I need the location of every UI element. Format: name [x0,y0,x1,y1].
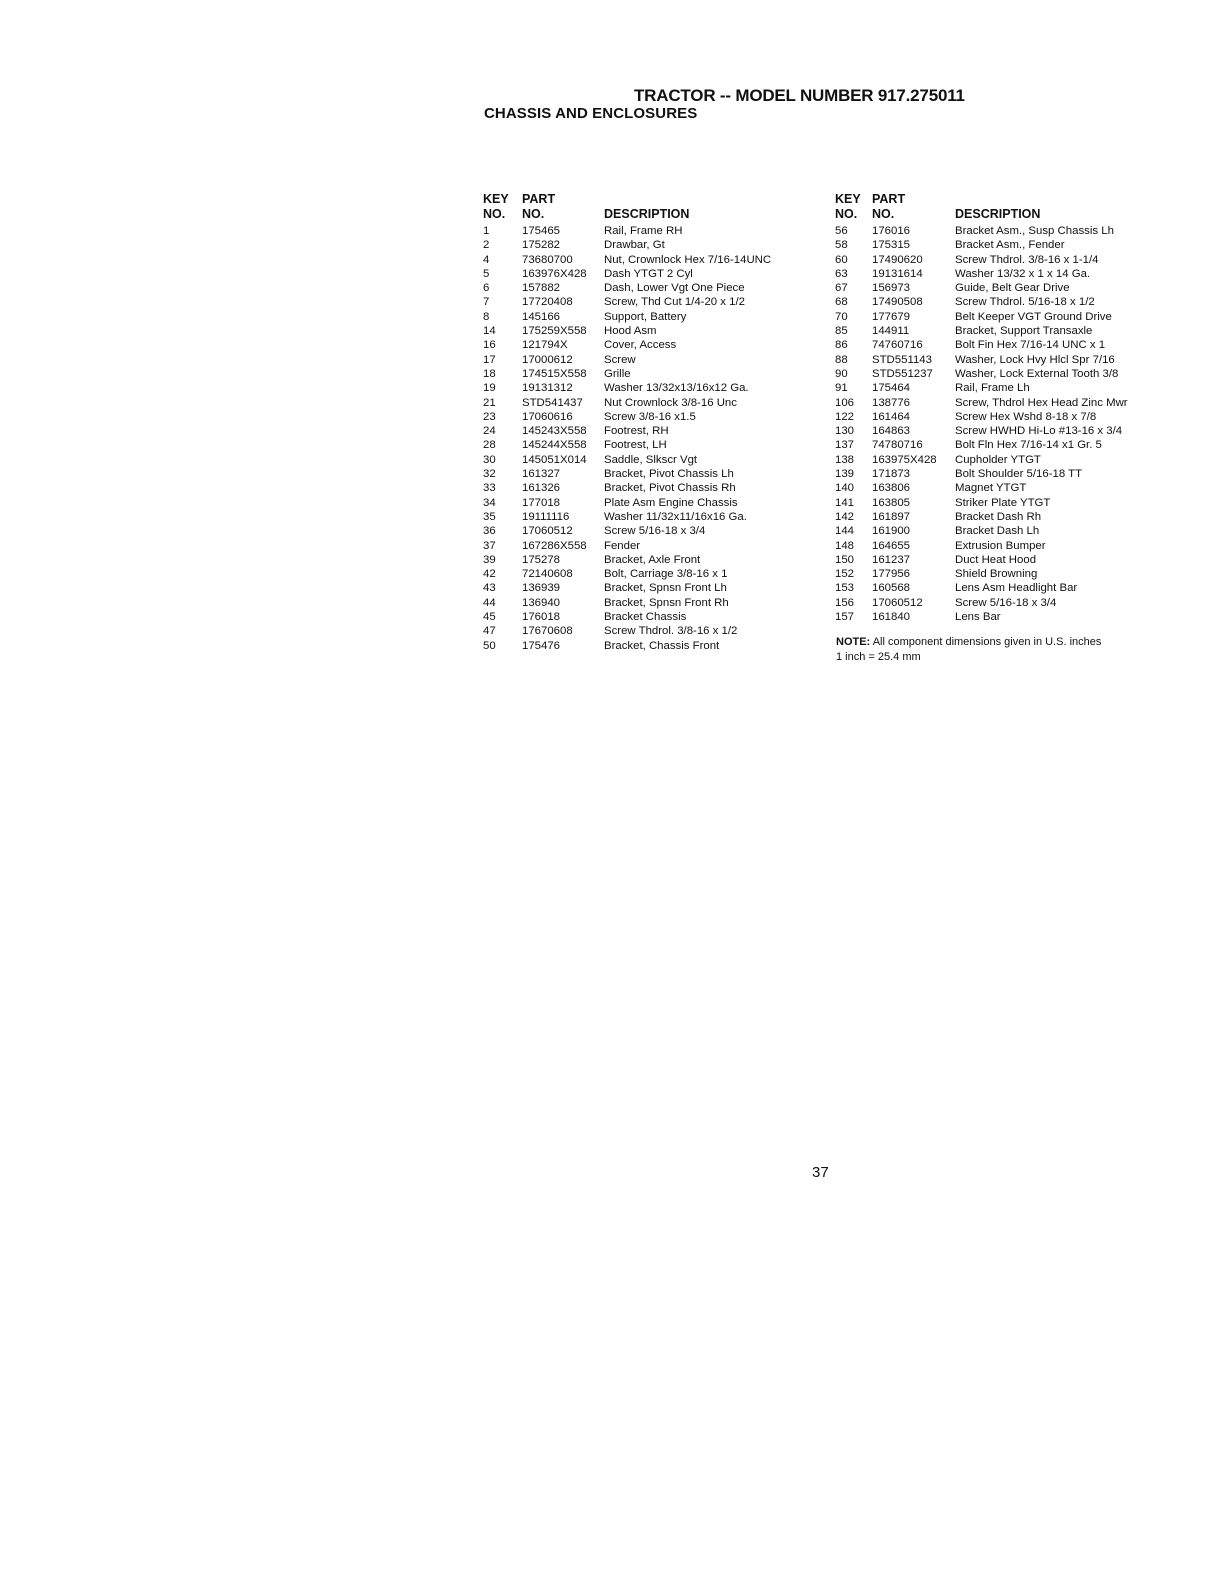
section-title: CHASSIS AND ENCLOSURES [484,105,698,122]
description-cell: Bracket Asm., Fender [955,239,1065,252]
table-row [835,510,1128,524]
table-row [483,610,771,624]
key-no-cell: 88 [835,353,848,366]
part-no-cell: STD551143 [872,353,932,366]
part-no-cell: 176018 [522,611,561,624]
column-header-key: KEY [835,192,861,206]
column-header-blank [604,192,771,207]
description-cell: Bolt Fin Hex 7/16-14 UNC x 1 [955,339,1106,352]
key-no-cell: 45 [483,611,496,624]
key-no-cell: 122 [835,410,855,423]
key-no-cell: 152 [835,568,855,581]
key-no-cell: 140 [835,482,855,495]
part-no-cell: 175315 [872,239,911,252]
key-no-cell: 141 [835,496,855,509]
key-no-cell: 142 [835,510,855,523]
part-no-cell: 145051X014 [522,453,587,466]
table-row [483,238,771,252]
key-no-cell: 16 [483,339,496,352]
part-no-cell: 19131614 [872,267,923,280]
table-row [483,396,771,410]
part-no-cell: 145243X558 [522,425,587,438]
description-cell: Screw Thdrol. 5/16-18 x 1/2 [955,296,1095,309]
key-no-cell: 23 [483,410,496,423]
description-cell: Rail, Frame Lh [955,382,1030,395]
description-cell: Screw [604,353,636,366]
column-header-key-no: NO. [835,207,858,221]
key-no-cell: 70 [835,310,848,323]
part-no-cell: 17060512 [872,596,923,609]
description-cell: Striker Plate YTGT [955,496,1051,509]
part-no-cell: 175259X558 [522,325,587,338]
key-no-cell: 63 [835,267,848,280]
part-no-cell: 156973 [872,282,911,295]
part-no-cell: 175465 [522,225,561,237]
description-cell: Screw 5/16-18 x 3/4 [955,596,1057,609]
part-no-cell: 161897 [872,510,911,523]
dimensions-note [836,635,1166,665]
table-row [483,524,771,538]
key-no-cell: 139 [835,468,855,481]
table-row [835,453,1128,467]
description-cell: Duct Heat Hood [955,553,1037,566]
table-row [483,353,771,367]
key-no-cell: 24 [483,425,496,438]
table-row [483,567,771,581]
part-no-cell: 175464 [872,382,911,395]
table-row [835,281,1128,295]
part-no-cell: 161326 [522,482,561,495]
part-no-cell: 175476 [522,639,561,652]
description-cell: Nut Crownlock 3/8-16 Unc [604,396,737,409]
table-row [483,410,771,424]
key-no-cell: 35 [483,510,496,523]
description-cell: Dash YTGT 2 Cyl [604,267,693,280]
part-no-cell: 175278 [522,553,561,566]
parts-list-left [483,224,771,653]
part-no-cell: 74780716 [872,439,923,452]
part-no-cell: 145244X558 [522,439,587,452]
key-no-cell: 60 [835,253,848,266]
description-cell: Nut, Crownlock Hex 7/16-14UNC [604,253,772,266]
key-no-cell: 18 [483,367,496,380]
part-no-cell: 176016 [872,225,911,237]
table-row [483,624,771,638]
key-no-cell: 30 [483,453,496,466]
description-cell: Guide, Belt Gear Drive [955,282,1070,295]
table-row [835,424,1128,438]
note-text: All component dimensions given in U.S. inches [872,636,1102,648]
description-cell: Footrest, RH [604,425,669,438]
key-no-cell: 1 [483,225,490,237]
description-cell: Bracket, Axle Front [604,553,701,566]
key-no-cell: 138 [835,453,855,466]
part-no-cell: 17670608 [522,625,573,638]
description-cell: Bracket, Pivot Chassis Lh [604,468,734,481]
column-header-part-no: NO. [872,207,895,221]
part-no-cell: 145166 [522,310,561,323]
description-cell: Screw Thdrol. 3/8-16 x 1/2 [604,625,738,638]
part-no-cell: 138776 [872,396,911,409]
description-cell: Bolt, Carriage 3/8-16 x 1 [604,568,728,581]
key-no-cell: 50 [483,639,496,652]
key-no-cell: 19 [483,382,496,395]
table-row [483,438,771,452]
table-row [835,567,1128,581]
table-row [835,310,1128,324]
key-no-cell: 130 [835,425,855,438]
part-no-cell: 72140608 [522,568,573,581]
part-no-cell: 163975X428 [872,453,937,466]
note-conversion: 1 inch = 25.4 mm [836,651,921,663]
key-no-cell: 90 [835,367,848,380]
description-cell: Screw, Thdrol Hex Head Zinc Mwr [955,396,1128,409]
key-no-cell: 68 [835,296,848,309]
part-no-cell: 177956 [872,568,911,581]
part-no-cell: 136939 [522,582,561,595]
table-row [483,553,771,567]
part-no-cell: 121794X [522,339,568,352]
key-no-cell: 86 [835,339,848,352]
part-no-cell: 17490508 [872,296,923,309]
key-no-cell: 34 [483,496,496,509]
table-row [483,253,771,267]
table-row [835,238,1128,252]
key-no-cell: 150 [835,553,855,566]
table-row [835,481,1128,495]
table-row [835,524,1128,538]
description-cell: Bolt Shoulder 5/16-18 TT [955,468,1083,481]
description-cell: Extrusion Bumper [955,539,1046,552]
table-row [835,467,1128,481]
description-cell: Washer, Lock External Tooth 3/8 [955,367,1119,380]
key-no-cell: 58 [835,239,848,252]
note-line [836,635,1166,650]
key-no-cell: 137 [835,439,855,452]
key-no-cell: 5 [483,267,490,280]
column-header-part-no: NO. [522,207,545,221]
table-row [835,267,1128,281]
table-row [483,310,771,324]
key-no-cell: 39 [483,553,496,566]
key-no-cell: 91 [835,382,848,395]
part-no-cell: 177679 [872,310,911,323]
description-cell: Screw, Thd Cut 1/4-20 x 1/2 [604,296,745,309]
description-cell: Bracket, Pivot Chassis Rh [604,482,736,495]
part-no-cell: 167286X558 [522,539,587,552]
key-no-cell: 6 [483,282,490,295]
description-cell: Footrest, LH [604,439,667,452]
key-no-cell: 85 [835,325,848,338]
table-row [835,353,1128,367]
parts-table-right [835,192,1128,624]
table-row [835,438,1128,452]
part-no-cell: 177018 [522,496,561,509]
part-no-cell: 19111116 [522,510,570,523]
key-no-cell: 2 [483,239,490,252]
key-no-cell: 8 [483,310,490,323]
part-no-cell: 163976X428 [522,267,587,280]
table-row [835,496,1128,510]
table-row [483,496,771,510]
table-row [483,581,771,595]
key-no-cell: 156 [835,596,855,609]
description-cell: Washer 11/32x11/16x16 Ga. [604,510,747,523]
key-no-cell: 47 [483,625,496,638]
description-cell: Magnet YTGT [955,482,1027,495]
table-row [483,467,771,481]
part-no-cell: 17060512 [522,525,573,538]
key-no-cell: 153 [835,582,855,595]
part-no-cell: 136940 [522,596,561,609]
page-title: TRACTOR -- MODEL NUMBER 917.275011 [634,86,965,105]
part-no-cell: 161840 [872,611,911,624]
key-no-cell: 17 [483,353,496,366]
description-cell: Bracket Asm., Susp Chassis Lh [955,225,1114,237]
key-no-cell: 33 [483,482,496,495]
table-row [835,610,1128,624]
table-row [483,639,771,653]
table-row [483,224,771,238]
description-cell: Cover, Access [604,339,677,352]
table-row [835,596,1128,610]
key-no-cell: 44 [483,596,496,609]
key-no-cell: 67 [835,282,848,295]
part-no-cell: 17490620 [872,253,923,266]
page-number: 37 [812,1164,829,1181]
part-no-cell: 160568 [872,582,911,595]
description-cell: Hood Asm [604,325,657,338]
description-cell: Bracket Chassis [604,611,687,624]
part-no-cell: 161900 [872,525,911,538]
description-cell: Support, Battery [604,310,687,323]
table-row [483,367,771,381]
table-row [483,338,771,352]
table-row [835,324,1128,338]
parts-list-right [835,224,1128,624]
description-cell: Washer 13/32 x 1 x 14 Ga. [955,267,1091,280]
table-row [835,367,1128,381]
table-row [483,424,771,438]
description-cell: Bracket, Spnsn Front Rh [604,596,729,609]
table-row [835,381,1128,395]
part-no-cell: 161464 [872,410,911,423]
key-no-cell: 42 [483,568,496,581]
key-no-cell: 148 [835,539,855,552]
table-row [483,281,771,295]
description-cell: Lens Bar [955,611,1001,624]
description-cell: Bolt Fln Hex 7/16-14 x1 Gr. 5 [955,439,1102,452]
description-cell: Bracket, Chassis Front [604,639,720,652]
key-no-cell: 36 [483,525,496,538]
description-cell: Bracket Dash Lh [955,525,1040,538]
key-no-cell: 43 [483,582,496,595]
table-row [483,481,771,495]
table-row [835,581,1128,595]
description-cell: Screw Hex Wshd 8-18 x 7/8 [955,410,1097,423]
key-no-cell: 106 [835,396,855,409]
description-cell: Screw 3/8-16 x1.5 [604,410,696,423]
key-no-cell: 144 [835,525,855,538]
description-cell: Belt Keeper VGT Ground Drive [955,310,1112,323]
part-no-cell: 163805 [872,496,911,509]
part-no-cell: 157882 [522,282,561,295]
part-no-cell: 163806 [872,482,911,495]
description-cell: Washer 13/32x13/16x12 Ga. [604,382,749,395]
column-header-key-no: NO. [483,207,506,221]
key-no-cell: 4 [483,253,490,266]
part-no-cell: STD551237 [872,367,933,380]
table-row [835,553,1128,567]
column-header-blank [955,192,1128,207]
key-no-cell: 28 [483,439,496,452]
key-no-cell: 157 [835,611,855,624]
part-no-cell: 73680700 [522,253,573,266]
table-row [835,253,1128,267]
description-cell: Washer, Lock Hvy Hlcl Spr 7/16 [955,353,1115,366]
part-no-cell: 164655 [872,539,911,552]
table-row [483,453,771,467]
part-no-cell: 161327 [522,468,561,481]
key-no-cell: 32 [483,468,496,481]
part-no-cell: STD541437 [522,396,583,409]
key-no-cell: 56 [835,225,848,237]
part-no-cell: 17060616 [522,410,573,423]
description-cell: Rail, Frame RH [604,225,683,237]
column-header-description: DESCRIPTION [604,207,690,221]
column-header-key: KEY [483,192,509,206]
description-cell: Screw HWHD Hi-Lo #13-16 x 3/4 [955,425,1123,438]
table-row [483,324,771,338]
table-row [835,224,1128,238]
table-row [835,338,1128,352]
description-cell: Fender [604,539,641,552]
table-row [483,539,771,553]
parts-table-left [483,192,771,653]
part-no-cell: 174515X558 [522,367,587,380]
table-row [483,267,771,281]
description-cell: Screw 5/16-18 x 3/4 [604,525,706,538]
key-no-cell: 21 [483,396,496,409]
column-header-description: DESCRIPTION [955,207,1041,221]
description-cell: Cupholder YTGT [955,453,1041,466]
description-cell: Drawbar, Gt [604,239,665,252]
description-cell: Bracket, Support Transaxle [955,325,1093,338]
key-no-cell: 14 [483,325,496,338]
key-no-cell: 37 [483,539,496,552]
part-no-cell: 164863 [872,425,911,438]
table-row [835,396,1128,410]
note-label: NOTE: [836,636,871,648]
table-row [483,596,771,610]
description-cell: Bracket, Spnsn Front Lh [604,582,727,595]
part-no-cell: 17000612 [522,353,573,366]
table-row [483,295,771,309]
table-row [483,510,771,524]
part-no-cell: 161237 [872,553,911,566]
part-no-cell: 171873 [872,468,911,481]
part-no-cell: 17720408 [522,296,573,309]
description-cell: Plate Asm Engine Chassis [604,496,738,509]
description-cell: Dash, Lower Vgt One Piece [604,282,745,295]
table-row [483,381,771,395]
description-cell: Lens Asm Headlight Bar [955,582,1078,595]
part-no-cell: 144911 [872,325,910,338]
part-no-cell: 19131312 [522,382,573,395]
description-cell: Bracket Dash Rh [955,510,1042,523]
part-no-cell: 175282 [522,239,561,252]
column-header-part: PART [522,192,556,206]
description-cell: Saddle, Slkscr Vgt [604,453,698,466]
description-cell: Screw Thdrol. 3/8-16 x 1-1/4 [955,253,1099,266]
table-row [835,539,1128,553]
column-header-part: PART [872,192,906,206]
key-no-cell: 7 [483,296,490,309]
table-row [835,295,1128,309]
description-cell: Shield Browning [955,568,1038,581]
table-row [835,410,1128,424]
description-cell: Grille [604,367,631,380]
part-no-cell: 74760716 [872,339,923,352]
